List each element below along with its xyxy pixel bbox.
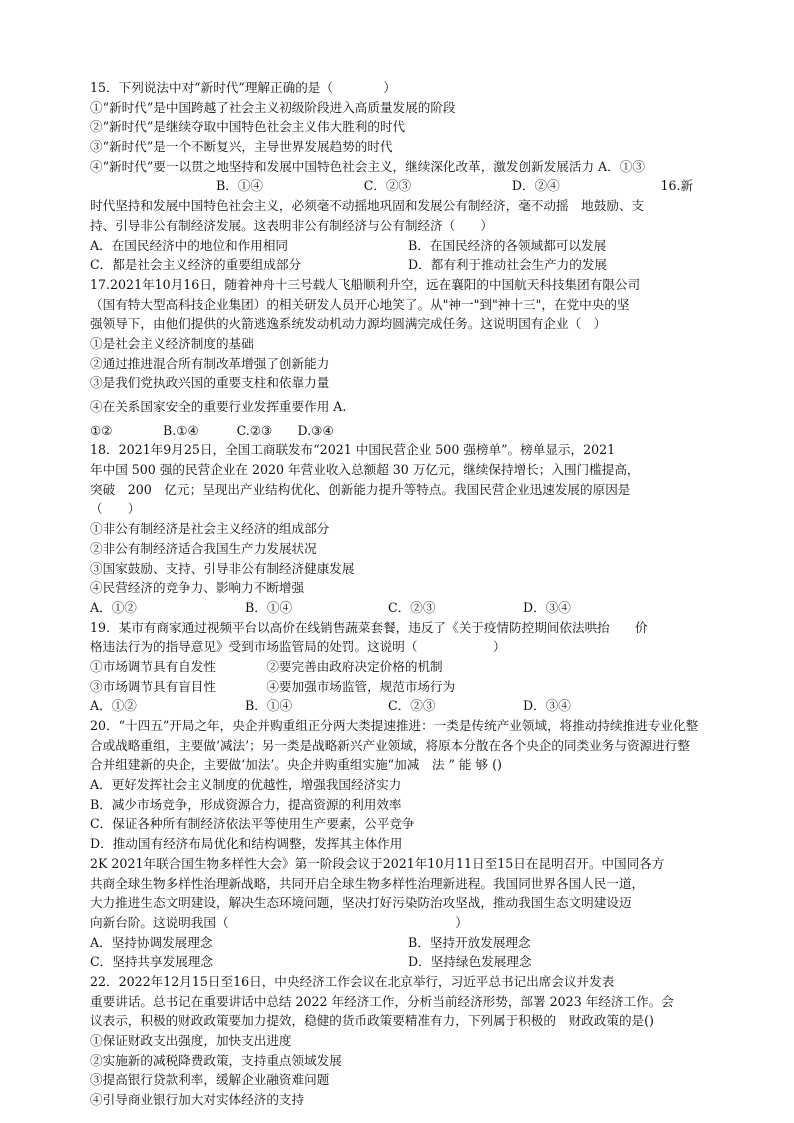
q15-statement-4: ④“新时代”要一以贯之地坚持和发展中国特色社会主义，继续深化改革，激发创新发展活力 A．①③	[90, 158, 645, 174]
q19-stem-line-1: 19．某市有商家通过视频平台以高价在线销售蔬菜套餐，违反了《关于疫情防控期间依法哄抬 价	[90, 619, 648, 635]
q22-stem-line-1: 22．2022年12月15日至16日，中央经济工作会议在北京举行，习近平总书记出席会议并发表	[90, 973, 615, 989]
q19-option-d: D．③④	[523, 698, 571, 714]
q21-option-b: B．坚持开放发展理念	[408, 934, 531, 950]
q16-option-b: B．在国民经济的各领域都可以发展	[408, 237, 607, 253]
q21-stem-line-1: 2K 2021年联合国生物多样性大会》第一阶段会议于2021年10月11日至15日在昆明召开。中国同各方	[90, 855, 665, 871]
q16-option-c: C．都是社会主义经济的重要组成部分	[90, 257, 302, 273]
q15-options: B．①④ C．②③ D．②④ 16.新	[90, 178, 694, 194]
q17-statement-2: ②通过推进混合所有制改革增强了创新能力	[90, 355, 330, 371]
q18-statement-2: ②非公有制经济适合我国生产力发展状况	[90, 540, 317, 556]
q20-stem-line-2: 合或战略重组，主要做‘减法’；另一类是战略新兴产业领域，将原本分散在各个央企的同类业务与资源进行整	[90, 737, 690, 753]
q16-stem-line-2: 持、引导非公有制经济发展。这表明非公有制经济与公有制经济（ ）	[90, 217, 493, 233]
q15-statement-3: ③“新时代”是一个不断复兴，主导世界发展趋势的时代	[90, 139, 393, 155]
q19-statements-1-2: ①市场调节具有自发性 ②要完善由政府决定价格的机制	[90, 658, 443, 674]
q17-statement-4: ④在关系国家安全的重要行业发挥重要作用 A.	[90, 399, 347, 414]
q18-option-b: B．①④	[245, 599, 293, 615]
q17-stem-line-3: 强领导下，由他们提供的火箭逃逸系统发动机动力源均圆满完成任务。这说明国有企业（ ）	[90, 316, 607, 332]
q20-option-d: D．推动国有经济布局优化和结构调整，发挥其主体作用	[90, 836, 403, 852]
q22-statement-4: ④引导商业银行加大对实体经济的支持	[90, 1092, 305, 1108]
exam-page	[90, 78, 702, 1110]
q21-option-a: A．坚持协调发展理念	[90, 934, 213, 950]
q21-option-c: C．坚持共享发展理念	[90, 954, 213, 970]
q18-option-c: C．②③	[388, 599, 436, 615]
q20-option-b: B．减少市场竞争，形成资源合力，提高资源的利用效率	[90, 796, 402, 812]
q22-statement-3: ③提高银行贷款利率，缓解企业融资难问题	[90, 1072, 330, 1088]
q19-option-b: B．①④	[245, 698, 293, 714]
q22-statement-2: ②实施新的减税降费政策，支持重点领域发展	[90, 1052, 342, 1068]
q16-options-cd	[90, 255, 702, 275]
q21-stem-line-2: 共商全球生物多样性治理新战略，共同开启全球生物多样性治理新进程。我国同世界各国人民一道，	[90, 875, 645, 891]
q17-stem-line-1: 17.2021年10月16日，随着神舟十三号载人飞船顺利升空，远在襄阳的中国航天科技集团有限公司	[90, 276, 641, 292]
q22-stem-line-2: 重要讲话。总书记在重要讲话中总结 2022 年经济工作，分析当前经济形势，部署 2023 年经济工作。会	[90, 993, 674, 1009]
q20-option-c: C．保证各种所有制经济依法平等使用生产要素，公平竞争	[90, 816, 415, 832]
q15-statement-2: ②“新时代”是继续夺取中国特色社会主义伟大胜利的时代	[90, 119, 406, 135]
q19-statements-3-4: ③市场调节具有盲目性 ④要加强市场监管，规范市场行为	[90, 678, 456, 694]
q19-stem-line-2: 格违法行为的指导意见》受到市场监管局的处罚。这说明（ ）	[90, 639, 506, 655]
q18-statement-1: ①非公有制经济是社会主义经济的组成部分	[90, 521, 330, 537]
q21-stem-line-3: 大力推进生态文明建设，解决生态环境问题，坚决打好污染防治攻坚战，推动我国生态文明建设迈	[90, 895, 632, 911]
q22-stem-line-3: 议表示，积极的财政政策要加力提效，稳健的货币政策要精准有力，下列属于积极的 财政政策的是()	[90, 1013, 654, 1029]
q19-options	[90, 696, 702, 716]
q17-statement-3: ③是我们党执政兴国的重要支柱和依靠力量	[90, 375, 330, 391]
q18-statement-4: ④民营经济的竞争力、影响力不断增强	[90, 580, 305, 596]
q18-stem-line-2: 年中国 500 强的民营企业在 2020 年营业收入总额超 30 万亿元，继续保持增长；入围门槛提高，	[90, 462, 640, 478]
q16-stem-line-1: 时代坚持和发展中国特色社会主义，必须毫不动摇地巩固和发展公有制经济，毫不动摇 地鼓励、支	[90, 198, 645, 214]
q17-statement-1: ①是社会主义经济制度的基础	[90, 335, 254, 351]
q19-option-a: A．①②	[90, 698, 137, 714]
q21-options-cd	[90, 952, 702, 972]
q20-option-a: A．更好发挥社会主义制度的优越性，增强我国经济实力	[90, 777, 402, 793]
q21-option-d: D．坚持绿色发展理念	[408, 954, 532, 970]
q19-option-c: C．②③	[388, 698, 436, 714]
q17-stem-line-2: （国有特大型高科技企业集团）的相关研发人员开心地笑了。从"神一"到"神十三"，在党中央的坚	[90, 296, 630, 312]
q20-stem-line-3: 合并组建新的央企，主要做‘加法’。央企并购重组实施“加减 法 ” 能 够 ()	[90, 757, 502, 773]
q15-statement-1: ①“新时代”是中国跨越了社会主义初级阶段进入高质量发展的阶段	[90, 99, 456, 115]
q18-statement-3: ③国家鼓励、支持、引导非公有制经济健康发展	[90, 560, 355, 576]
q21-options-ab	[90, 933, 702, 953]
q18-options	[90, 598, 702, 618]
q20-stem-line-1: 20．“十四五”开局之年，央企并购重组正分两大类提速推进：一类是传统产业领域，将推动持续推进专业化整	[90, 718, 699, 733]
q18-stem-line-4: （ ）	[90, 501, 141, 517]
q15-stem: 15．下列说法中对“新时代”理解正确的是（ ）	[90, 80, 396, 95]
q22-statement-1: ①保证财政支出强度，加快支出进度	[90, 1033, 292, 1048]
q16-options-ab	[90, 236, 702, 256]
q18-stem-line-1: 18．2021年9月25日，全国工商联发布“2021 中国民营企业 500 强榜单”。榜单显示，2021	[90, 442, 616, 458]
q18-option-a: A．①②	[90, 599, 137, 615]
q21-stem-line-4: 向新台阶。这说明我国（ ）	[90, 914, 468, 930]
q18-option-d: D．③④	[523, 599, 571, 615]
q18-stem-line-3: 突破 200 亿元；呈现出产业结构优化、创新能力提升等特点。我国民营企业迅速发展的原因是	[90, 481, 631, 497]
q16-option-a: A．在国民经济中的地位和作用相同	[90, 237, 289, 253]
q16-option-d: D．都有利于推动社会生产力的发展	[408, 257, 608, 273]
q17-options: ①② B.①④ C.②③ D.③④	[90, 422, 334, 438]
